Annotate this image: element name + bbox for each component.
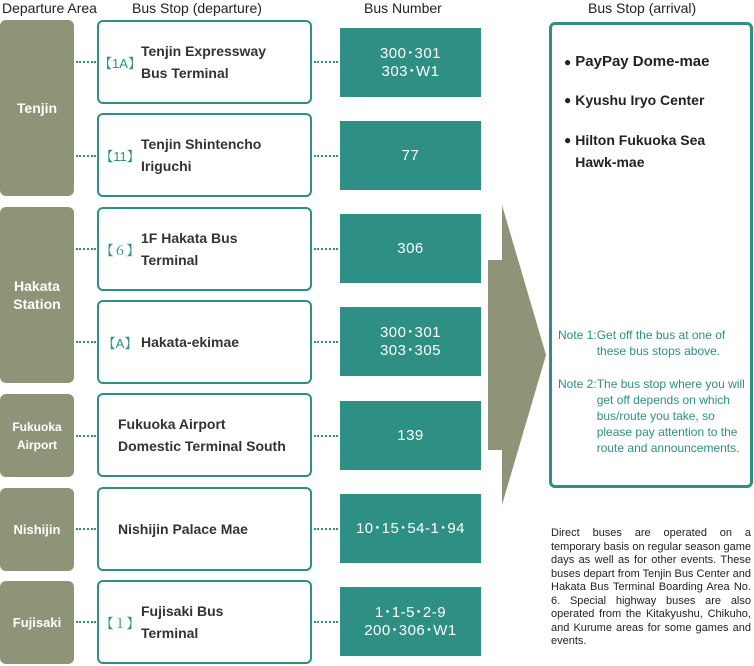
- departure-stop-box: [97, 20, 312, 104]
- bullet-icon: ●: [564, 133, 572, 147]
- stop-name: Tenjin Expressway Bus Terminal: [141, 43, 267, 81]
- arrival-box: [549, 22, 753, 488]
- area-fukuoka-airport: Fukuoka Airport: [0, 394, 74, 477]
- note-label: Note 2:: [558, 377, 597, 391]
- stop-name: Fujisaki Bus Terminal: [141, 603, 224, 641]
- connector-dots: [314, 621, 338, 623]
- stop-name: Fukuoka Airport Domestic Terminal South: [118, 416, 286, 454]
- header-departure-area: Departure Area: [2, 0, 97, 16]
- stop-code: 【11】: [100, 148, 140, 164]
- bullet-icon: ●: [564, 55, 572, 69]
- connector-dots: [76, 248, 96, 250]
- stop-code: 【A】: [102, 335, 138, 351]
- area-tenjin: Tenjin: [0, 20, 74, 196]
- area-fujisaki: Fujisaki: [0, 581, 74, 664]
- bus-number-box: 77: [340, 121, 481, 190]
- header-bus-number: Bus Number: [364, 0, 442, 16]
- bus-number-box: 306: [340, 214, 481, 283]
- connector-dots: [314, 155, 338, 157]
- connector-dots: [314, 61, 338, 63]
- departure-stop-box: [97, 113, 312, 197]
- note-label: Note 1:: [558, 328, 597, 342]
- connector-dots: [76, 435, 96, 437]
- arrival-stop: ● Hilton Fukuoka Sea Hawk-mae: [564, 129, 740, 173]
- bus-number-box: 300･301 303･W1: [340, 28, 481, 97]
- note-2: [558, 376, 748, 456]
- stop-code: 【１】: [100, 615, 140, 631]
- header-bus-stop-departure: Bus Stop (departure): [132, 0, 262, 16]
- arrival-stop: ● Kyushu Iryo Center: [564, 89, 750, 111]
- connector-dots: [314, 248, 338, 250]
- note-text: The bus stop where you will get off depends on which bus/route you take, so please pay attention to the route and announcements.: [596, 377, 745, 455]
- bus-number-box: 139: [340, 401, 481, 470]
- departure-stop-box: [97, 207, 312, 291]
- connector-dots: [314, 528, 338, 530]
- stop-code: 【1A】: [99, 55, 141, 71]
- stop-name: Hakata-ekimae: [141, 334, 240, 350]
- connector-dots: [314, 435, 338, 437]
- bus-number-box: 300･301 303･305: [340, 307, 481, 376]
- connector-dots: [76, 61, 96, 63]
- connector-dots: [314, 341, 338, 343]
- stop-name: Nishijin Palace Mae: [118, 521, 248, 537]
- note-text: Get off the bus at one of these bus stops above.: [596, 328, 726, 358]
- arrival-stop: ● PayPay Dome-mae: [564, 51, 750, 73]
- arrow-right-icon: [488, 205, 548, 505]
- stop-name: 1F Hakata Bus Terminal: [141, 230, 238, 268]
- area-hakata-station: Hakata Station: [0, 207, 74, 383]
- footnote: Direct buses are operated on a temporary basis on regular season game days as well as for other events. These buses depart from Tenjin Bus Center and Hakata Bus Terminal Boarding Area No. 6. Special highway buses are also operated from the Kitakyushu, Chikuho, and Kurume areas for some games and events.: [551, 527, 751, 647]
- departure-stop-box: [97, 300, 312, 384]
- departure-stop-box: [97, 580, 312, 664]
- connector-dots: [76, 155, 96, 157]
- bus-number-box: 10･15･54-1･94: [340, 494, 481, 563]
- stop-name: Tenjin Shintencho Iriguchi: [141, 136, 262, 174]
- header-bus-stop-arrival: Bus Stop (arrival): [588, 0, 697, 16]
- connector-dots: [76, 341, 96, 343]
- note-1: [558, 327, 748, 359]
- area-nishijin: Nishijin: [0, 488, 74, 571]
- stop-code: 【６】: [100, 242, 140, 258]
- departure-stop-box: [97, 487, 312, 571]
- connector-dots: [76, 528, 96, 530]
- connector-dots: [76, 621, 96, 623]
- bullet-icon: ●: [564, 93, 572, 107]
- departure-stop-box: [97, 393, 312, 477]
- bus-number-box: 1･1-5･2-9 200･306･W1: [340, 587, 481, 656]
